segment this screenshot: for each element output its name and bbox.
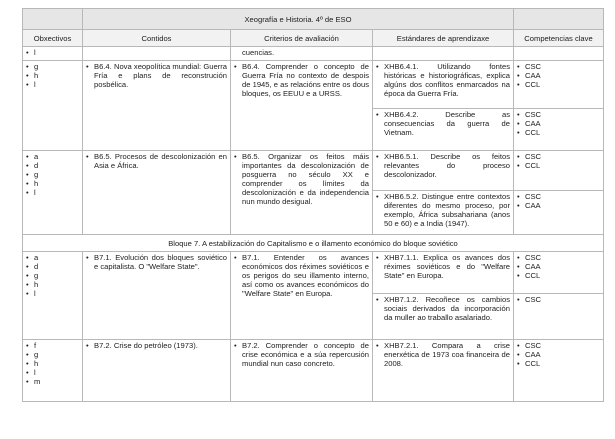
bullet-glyph: • [376, 62, 379, 71]
competence-label: CSC [525, 295, 542, 304]
objective-item [26, 368, 79, 377]
criterion-text: B7.1. Entender os avances económicos dos réximes soviéticos e os perigos do seu illamento interno, así como os avances económicos do "Welfare State" en Europa. [242, 253, 369, 298]
criterion-cell [231, 61, 373, 151]
bullet-glyph: • [26, 253, 29, 262]
objectives-cell [23, 340, 83, 402]
objectives-cell [23, 151, 83, 235]
competence-item [517, 262, 600, 271]
competence-item [517, 128, 600, 137]
bullet-glyph: • [26, 377, 29, 386]
header-empty-cell [23, 9, 83, 30]
competence-label: CSC [525, 62, 542, 71]
objectives-cell [23, 61, 83, 151]
bullet-glyph: • [517, 192, 520, 201]
bullet-glyph: • [26, 170, 29, 179]
bullet-glyph: • [376, 253, 379, 262]
objective-label: l [34, 368, 36, 377]
cell-part [23, 30, 604, 47]
bullet-glyph: • [517, 110, 520, 119]
cell-part [517, 253, 600, 280]
cell-part [234, 48, 242, 57]
objective-item [26, 262, 79, 271]
criterion-cell [231, 151, 373, 235]
bullet-glyph: • [376, 110, 379, 119]
criterion-text: B6.5. Organizar os feitos máis importantes da descolonización de posguerra no século XX e comprender os límites da descolonización e da independencia nun mundo desigual. [242, 152, 369, 206]
bullet-glyph: • [26, 289, 29, 298]
bullet-glyph: • [26, 179, 29, 188]
standard-text: XHB6.5.1. Describe os feitos relevantes do proceso descolonizador. [384, 152, 510, 179]
objective-item [26, 359, 79, 368]
standard-cell [373, 252, 514, 294]
bullet-glyph: • [376, 192, 379, 201]
competence-label: CSC [525, 253, 542, 262]
competence-item [517, 119, 600, 128]
criterion-cell [231, 47, 373, 61]
standard-cell [373, 340, 514, 402]
content-cell [83, 61, 231, 151]
standard-text: XHB6.4.1. Utilizando fontes históricas e historiográficas, explica algúns dos conflitos enmarcados na época da Guerra Fría. [384, 62, 510, 98]
cell-part [234, 253, 369, 298]
bullet-glyph: • [517, 341, 520, 350]
competence-item [517, 192, 600, 201]
competence-label: CCL [525, 80, 541, 89]
bullet-glyph: • [26, 350, 29, 359]
competence-label: CAA [525, 71, 541, 80]
bullet-glyph: • [517, 80, 520, 89]
competence-label: CAA [525, 119, 541, 128]
objective-label: h [34, 179, 39, 188]
competences-cell [514, 47, 604, 61]
standard-text: XHB7.1.2. Recoñece os cambios sociais derivados da incorporación da muller ao traballo asalariado. [384, 295, 510, 322]
criterion-cell [231, 340, 373, 402]
objective-item [26, 188, 79, 197]
competences-cell [514, 191, 604, 235]
bullet-glyph: • [517, 128, 520, 137]
bullet-glyph: • [86, 152, 89, 161]
cell-part [234, 341, 369, 368]
bullet-glyph: • [517, 201, 520, 210]
cell-part [376, 62, 510, 98]
objective-item [26, 341, 79, 350]
bullet-glyph: • [517, 350, 520, 359]
bullet-glyph: • [86, 62, 89, 71]
bullet-glyph: • [26, 271, 29, 280]
bullet-glyph: • [26, 341, 29, 350]
competence-label: CAA [525, 262, 541, 271]
competence-label: CCL [525, 128, 541, 137]
bullet-glyph: • [26, 48, 29, 57]
objectives-cell [23, 47, 83, 61]
bullet-glyph: • [376, 341, 379, 350]
content-text: B7.2. Crise do petróleo (1973). [94, 341, 198, 350]
objective-label: m [34, 377, 41, 386]
bullet-glyph: • [234, 62, 237, 71]
standard-text: XHB7.1.1. Explica os avances dos réximes soviéticos e do "Welfare State" en Europa. [384, 253, 510, 280]
bullet-glyph: • [26, 71, 29, 80]
objective-item [26, 152, 79, 161]
cell-part [86, 62, 227, 89]
cell-part [26, 62, 79, 89]
cell-part [376, 295, 510, 322]
objective-label: l [34, 289, 36, 298]
bullet-glyph: • [517, 62, 520, 71]
objective-label: l [34, 48, 36, 57]
bullet-glyph: • [517, 271, 520, 280]
competence-item [517, 253, 600, 262]
competence-label: CAA [525, 201, 541, 210]
table-row [23, 252, 604, 294]
competence-item [517, 271, 600, 280]
objective-label: f [34, 341, 37, 350]
bullet-glyph: • [26, 152, 29, 161]
cell-part [23, 9, 604, 30]
cell-part [26, 253, 79, 298]
cell-part [517, 110, 600, 137]
table-row [23, 151, 604, 191]
competences-cell [514, 294, 604, 340]
standard-text: XHB6.5.2. Distingue entre contextos diferentes do mesmo proceso, por exemplo, África subsahariana (anos 50 e 60) e a India (1947). [384, 192, 510, 228]
objective-label: d [34, 262, 39, 271]
criterion-text: B6.4. Comprender o concepto de Guerra Fría no contexto de despois de 1945, e as relacións entre os dous bloques, os EEUU e a URSS. [242, 62, 369, 98]
standard-text: XHB7.2.1. Compara a crise enerxética de 1973 coa financeira de 2008. [384, 341, 510, 368]
objective-label: l [34, 80, 36, 89]
standard-cell [373, 294, 514, 340]
bullet-glyph: • [234, 341, 237, 350]
cell-part [86, 152, 227, 170]
cell-part [23, 9, 604, 402]
objective-item [26, 62, 79, 71]
competence-item [517, 201, 600, 210]
standard-cell [373, 47, 514, 61]
competences-cell [514, 61, 604, 109]
objective-label: g [34, 350, 39, 359]
bullet-glyph: • [517, 152, 520, 161]
objective-label: a [34, 152, 39, 161]
cell-part [86, 341, 227, 350]
objective-item [26, 350, 79, 359]
standard-cell [373, 191, 514, 235]
cell-part [376, 152, 510, 179]
bullet-glyph: • [26, 80, 29, 89]
competence-item [517, 110, 600, 119]
cell-part [376, 253, 510, 280]
competences-cell [514, 252, 604, 294]
curriculum-table [22, 8, 604, 402]
standard-cell [373, 61, 514, 109]
content-cell [83, 252, 231, 340]
content-text: B6.4. Nova xeopolítica mundial: Guerra Fría e plans de reconstrución posbélica. [94, 62, 227, 89]
col-header-competences: Competencias clave [514, 30, 604, 47]
bullet-glyph: • [517, 262, 520, 271]
bullet-glyph: • [517, 359, 520, 368]
objective-item [26, 71, 79, 80]
objective-label: g [34, 271, 39, 280]
block-heading: Bloque 7. A estabilización do Capitalismo e o illamento económico do bloque soviético [23, 235, 604, 252]
competence-label: CCL [525, 161, 541, 170]
bullet-glyph: • [26, 62, 29, 71]
content-text: B7.1. Evolución dos bloques soviético e capitalista. O "Welfare State". [94, 253, 227, 271]
table-row [23, 235, 604, 252]
competence-item [517, 350, 600, 359]
competence-item [517, 80, 600, 89]
cell-part [517, 295, 600, 304]
bullet-glyph: • [234, 152, 237, 161]
bullet-glyph: • [26, 359, 29, 368]
criterion-text: cuencias. [242, 48, 275, 57]
cell-part [234, 152, 369, 206]
content-cell [83, 47, 231, 61]
objective-item [26, 179, 79, 188]
standard-cell [373, 109, 514, 151]
cell-part [26, 48, 79, 57]
cell-part [376, 341, 510, 368]
objective-item [26, 253, 79, 262]
competence-item [517, 71, 600, 80]
competences-cell [514, 151, 604, 191]
bullet-glyph: • [26, 262, 29, 271]
col-header-standards: Estándares de aprendizaxe [373, 30, 514, 47]
bullet-glyph: • [234, 253, 237, 262]
bullet-glyph: • [376, 152, 379, 161]
competence-label: CSC [525, 341, 542, 350]
cell-part [517, 62, 600, 89]
competence-item [517, 341, 600, 350]
competence-item [517, 161, 600, 170]
bullet-glyph: • [517, 253, 520, 262]
competence-label: CAA [525, 350, 541, 359]
objectives-cell [23, 252, 83, 340]
objective-item [26, 170, 79, 179]
objective-label: l [34, 188, 36, 197]
bullet-glyph: • [517, 161, 520, 170]
cell-part [234, 48, 369, 57]
competence-label: CCL [525, 271, 541, 280]
objective-item [26, 48, 79, 57]
standard-text: XHB6.4.2. Describe as consecuencias da guerra de Vietnam. [384, 110, 510, 137]
objective-label: d [34, 161, 39, 170]
content-cell [83, 340, 231, 402]
competence-item [517, 62, 600, 71]
competences-cell [514, 340, 604, 402]
table-row [23, 47, 604, 61]
cell-part [376, 110, 510, 137]
cell-part [517, 192, 600, 210]
col-header-contents: Contidos [83, 30, 231, 47]
table-row [23, 61, 604, 109]
competence-item [517, 295, 600, 304]
content-cell [83, 151, 231, 235]
competence-label: CSC [525, 152, 542, 161]
bullet-glyph: • [26, 280, 29, 289]
cell-part [86, 253, 227, 271]
criterion-cell [231, 252, 373, 340]
objective-item [26, 161, 79, 170]
cell-part [517, 152, 600, 170]
header-empty-cell [514, 9, 604, 30]
objective-item [26, 280, 79, 289]
col-header-criteria: Criterios de avaliación [231, 30, 373, 47]
objective-label: h [34, 359, 39, 368]
bullet-glyph: • [86, 253, 89, 262]
objective-item [26, 80, 79, 89]
bullet-glyph: • [517, 295, 520, 304]
objective-item [26, 271, 79, 280]
competence-label: CCL [525, 359, 541, 368]
cell-part [234, 62, 369, 98]
cell-part [26, 152, 79, 197]
objective-label: g [34, 62, 39, 71]
objective-label: g [34, 170, 39, 179]
cell-part [517, 341, 600, 368]
objective-label: a [34, 253, 39, 262]
objective-item [26, 289, 79, 298]
competence-item [517, 152, 600, 161]
competence-label: CSC [525, 110, 542, 119]
objective-item [26, 377, 79, 386]
competence-item [517, 359, 600, 368]
criterion-text: B7.2. Comprender o concepto de crise económica e a súa repercusión mundial nun caso concreto. [242, 341, 369, 368]
table-title: Xeografía e Historia. 4º de ESO [83, 9, 514, 30]
table-row [23, 340, 604, 402]
cell-part [26, 341, 79, 386]
competences-cell [514, 109, 604, 151]
cell-part [376, 192, 510, 228]
bullet-glyph: • [517, 119, 520, 128]
col-header-objectives: Obxectivos [23, 30, 83, 47]
standard-cell [373, 151, 514, 191]
bullet-glyph: • [26, 188, 29, 197]
content-text: B6.5. Procesos de descolonización en Asia e África. [94, 152, 227, 170]
objective-label: h [34, 71, 39, 80]
competence-label: CSC [525, 192, 542, 201]
bullet-glyph: • [26, 161, 29, 170]
bullet-glyph: • [26, 368, 29, 377]
bullet-glyph: • [517, 71, 520, 80]
bullet-glyph: • [86, 341, 89, 350]
bullet-glyph: • [376, 295, 379, 304]
objective-label: h [34, 280, 39, 289]
